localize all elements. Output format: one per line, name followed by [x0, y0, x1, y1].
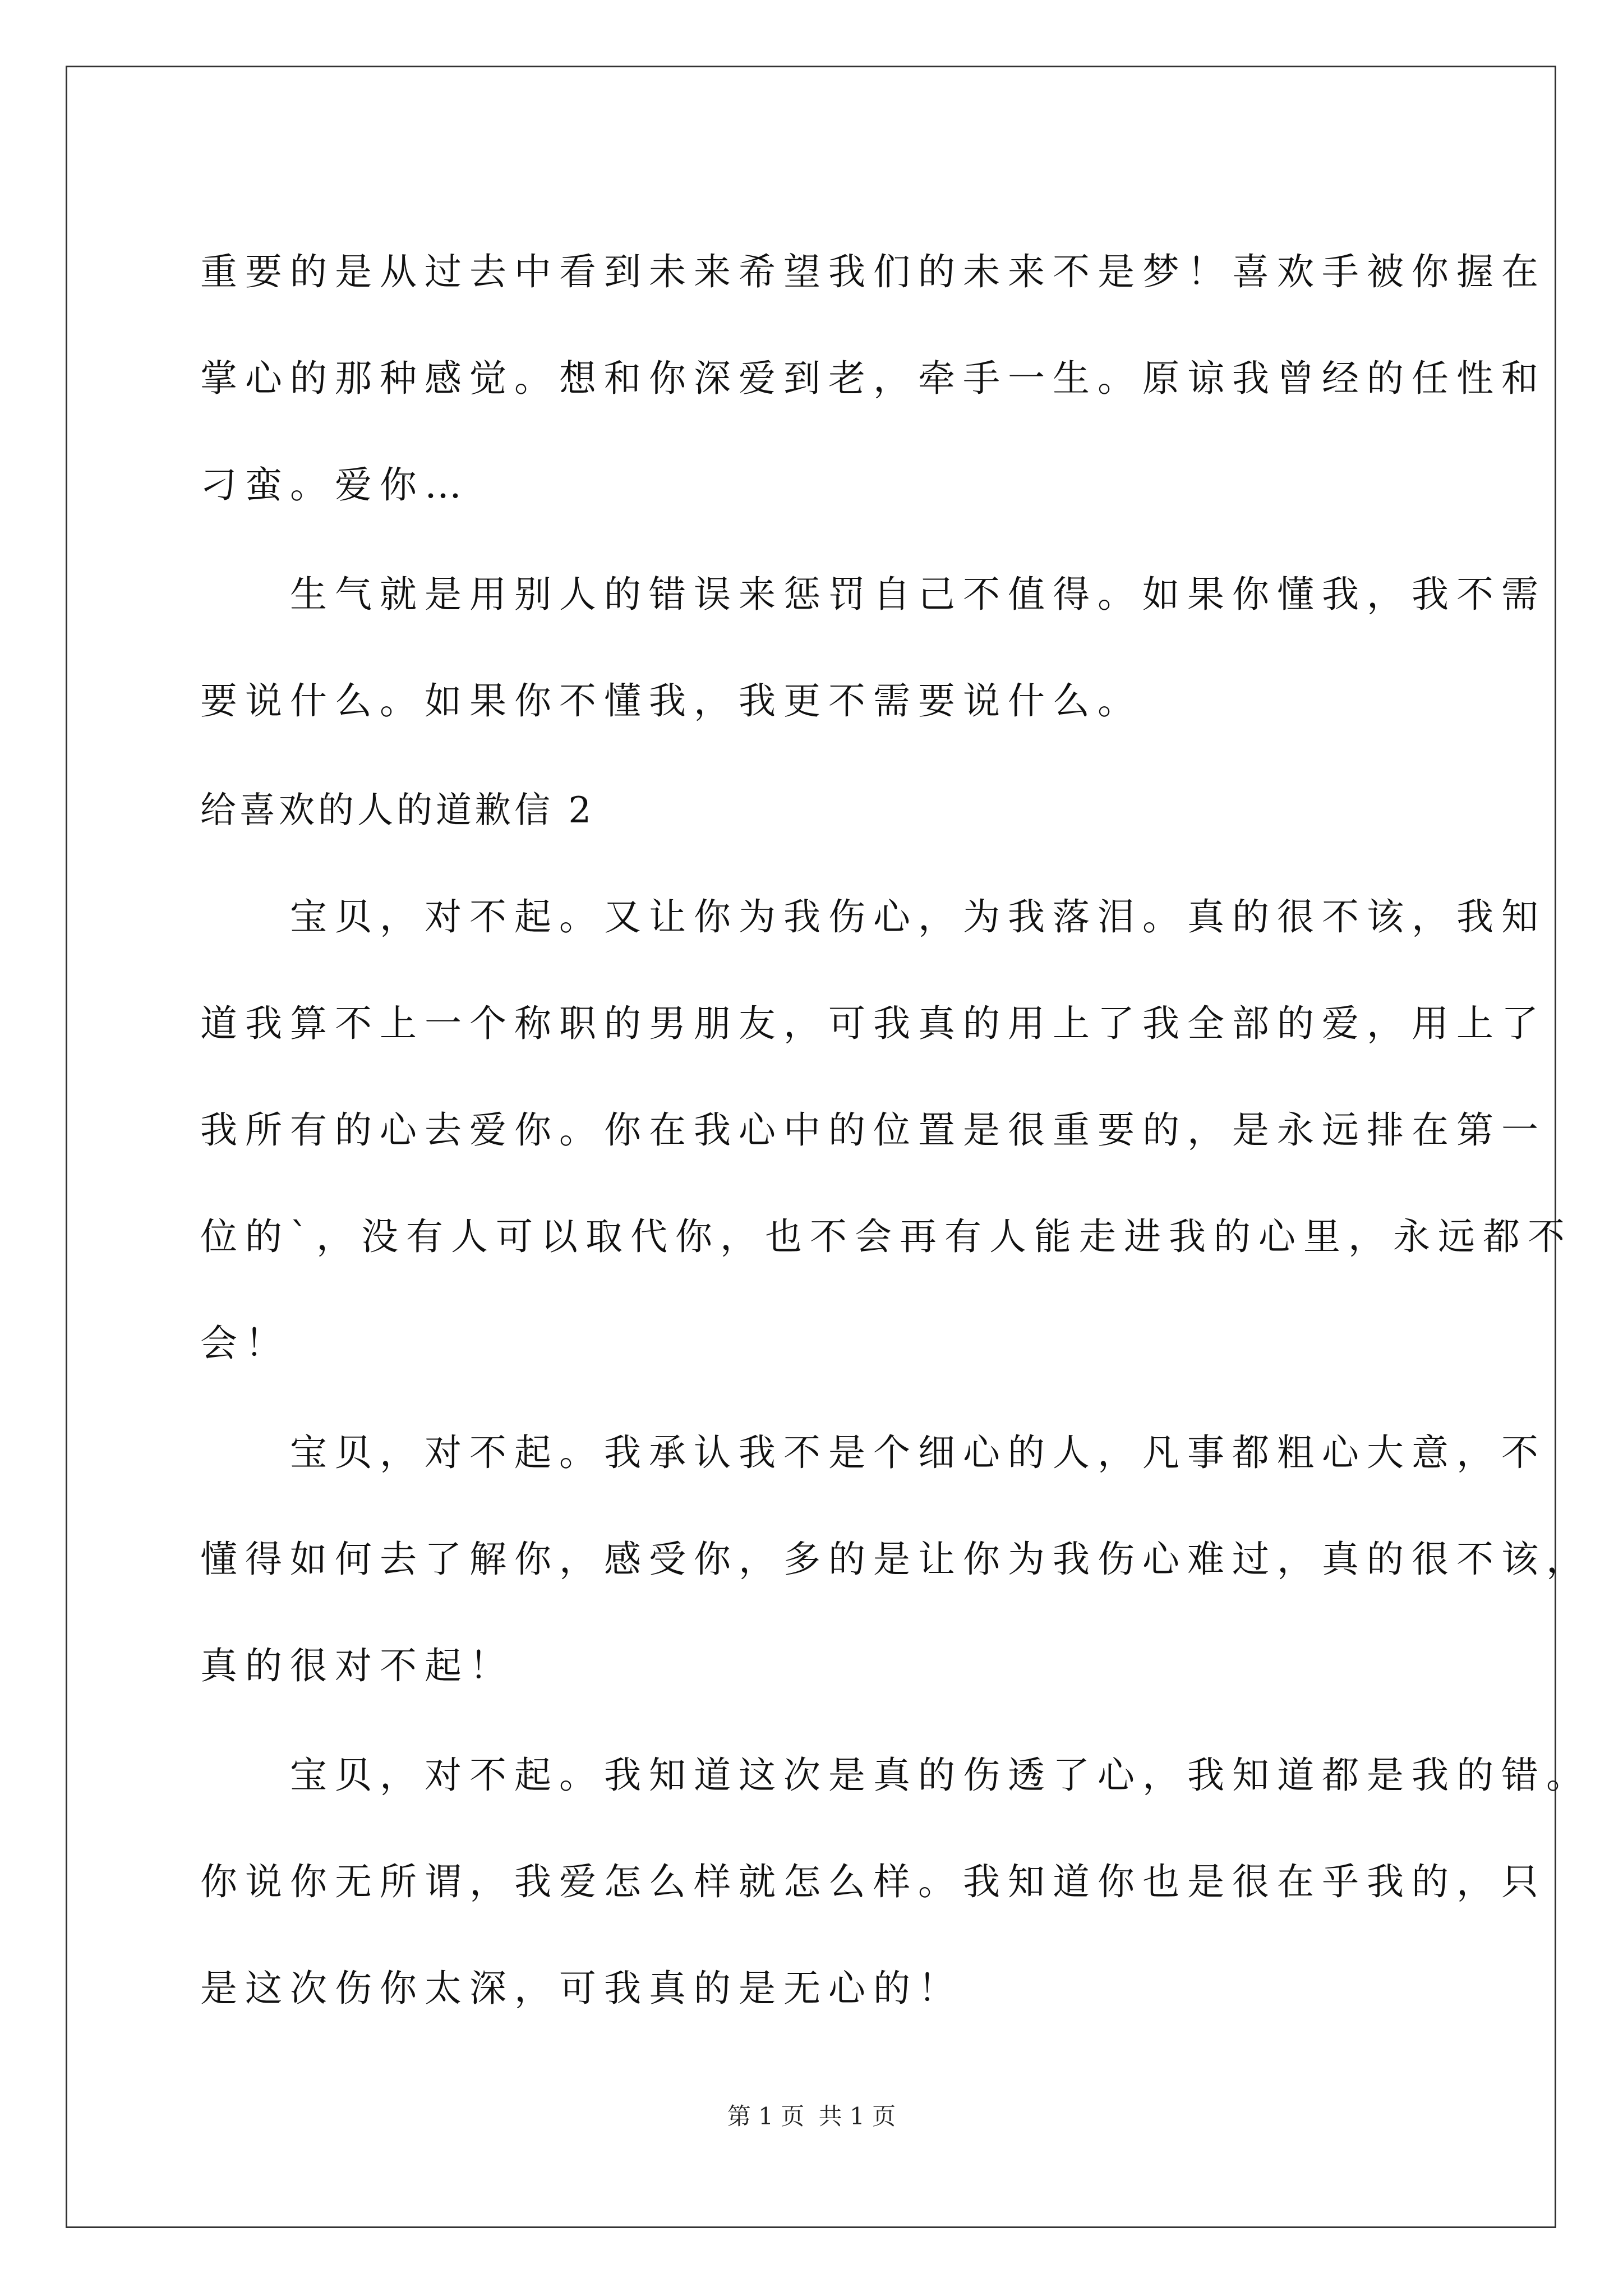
text-line: 道我算不上一个称职的男朋友，可我真的用上了我全部的爱，用上了 [200, 1002, 1546, 1045]
page-footer [0, 2098, 1623, 2132]
text-line: 刁蛮。爱你… [200, 463, 469, 507]
text-line: 会！ [200, 1322, 290, 1365]
text-line: 位的`，没有人可以取代你，也不会再有人能走进我的心里，永远都不 [200, 1215, 1573, 1258]
paragraph [200, 219, 1546, 539]
text-line: 宝贝，对不起。我知道这次是真的伤透了心，我知道都是我的错。 [200, 1754, 1591, 1797]
text-line: 宝贝，对不起。我承认我不是个细心的人，凡事都粗心大意，不 [200, 1431, 1546, 1474]
text-line: 要说什么。如果你不懂我，我更不需要说什么。 [200, 679, 1142, 723]
paragraph [200, 541, 1546, 754]
paragraph [200, 1722, 1591, 2042]
paragraph [200, 1400, 1591, 1719]
text-line: 掌心的那种感觉。想和你深爱到老，牵手一生。原谅我曾经的任性和 [200, 357, 1546, 400]
page-number: 第 1 页 [727, 2102, 805, 2130]
text-line: 宝贝，对不起。又让你为我伤心，为我落泪。真的很不该，我知 [200, 895, 1546, 938]
page-total: 共 1 页 [818, 2102, 896, 2130]
text-line: 懂得如何去了解你，感受你，多的是让你为我伤心难过，真的很不该， [200, 1538, 1591, 1581]
document-body [200, 219, 1591, 2045]
text-line: 我所有的心去爱你。你在我心中的位置是很重要的，是永远排在第一 [200, 1108, 1546, 1152]
text-line: 你说你无所谓，我爱怎么样就怎么样。我知道你也是很在乎我的，只 [200, 1860, 1546, 1903]
section-heading: 给喜欢的人的道歉信 2 [200, 790, 595, 831]
text-line: 重要的是从过去中看到未来希望我们的未来不是梦！喜欢手被你握在 [200, 250, 1546, 293]
text-line: 生气就是用别人的错误来惩罚自己不值得。如果你懂我，我不需 [200, 573, 1546, 616]
text-line: 真的很对不起！ [200, 1644, 514, 1687]
text-line: 是这次伤你太深，可我真的是无心的！ [200, 1967, 963, 2010]
paragraph [200, 864, 1573, 1397]
